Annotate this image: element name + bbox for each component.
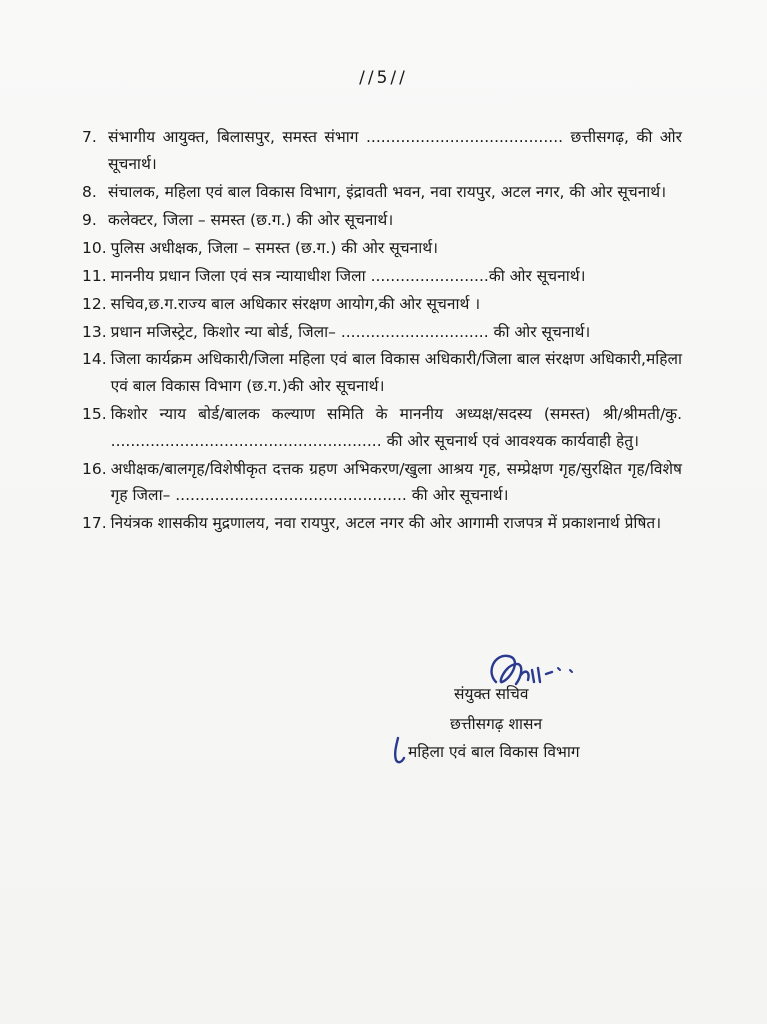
- signatory-title: संयुक्त सचिव: [454, 685, 529, 703]
- signature-block: [390, 640, 650, 780]
- item-text: जिला कार्यक्रम अधिकारी/जिला महिला एवं बाल विकास अधिकारी/जिला बाल संरक्षण अधिकारी,महिला एवं बाल विकास विभाग (छ.ग.)की ओर सूचनार्थ।: [110, 350, 682, 396]
- item-number: 11.: [82, 266, 107, 285]
- list-item: [82, 207, 682, 234]
- item-number: 8.: [82, 182, 97, 201]
- item-text: नियंत्रक शासकीय मुद्रणालय, नवा रायपुर, अटल नगर की ओर आगामी राजपत्र में प्रकाशनार्थ प्रेषित।: [110, 514, 662, 533]
- item-number: 12.: [82, 294, 107, 313]
- item-number: 13.: [82, 322, 107, 341]
- signatory-organization: छत्तीसगढ़ शासन: [450, 715, 543, 733]
- list-item: [82, 179, 682, 206]
- item-number: 7.: [82, 128, 97, 146]
- item-number: 9.: [82, 210, 97, 229]
- list-item: [82, 319, 682, 346]
- item-text: प्रधान मजिस्ट्रेट, किशोर न्या बोर्ड, जिला– .............................. की ओर सूचनार्थ।: [110, 322, 591, 341]
- list-item: [82, 291, 682, 318]
- item-number: 14.: [82, 350, 107, 369]
- item-number: 17.: [82, 514, 107, 533]
- signatory-department: महिला एवं बाल विकास विभाग: [408, 743, 580, 761]
- list-item: [82, 346, 682, 399]
- item-text: माननीय प्रधान जिला एवं सत्र न्यायाधीश जिला ........................की ओर सूचनार्थ।: [110, 266, 586, 285]
- item-text: कलेक्टर, जिला – समस्त (छ.ग.) की ओर सूचनार्थ।: [108, 210, 394, 229]
- item-text: पुलिस अधीक्षक, जिला – समस्त (छ.ग.) की ओर सूचनार्थ।: [110, 238, 438, 257]
- item-text: किशोर न्याय बोर्ड/बालक कल्याण समिति के माननीय अध्यक्ष/सदस्य (समस्त) श्री/श्रीमती/कु. ....................................................... की ओर सूचनार्थ एवं आवश्यक कार्यवाही हेतु।: [110, 405, 682, 450]
- list-item: [82, 235, 682, 262]
- item-number: 16.: [82, 459, 107, 478]
- item-text: संचालक, महिला एवं बाल विकास विभाग, इंद्रावती भवन, नवा रायपुर, अटल नगर, की ओर सूचनार्थ।: [108, 182, 667, 201]
- list-item: [82, 456, 682, 509]
- item-text: संभागीय आयुक्त, बिलासपुर, समस्त संभाग ........................................ छत्तीसगढ़, की ओर सूचनार्थ।: [108, 128, 682, 173]
- distribution-list: [82, 124, 682, 538]
- list-item: [82, 263, 682, 290]
- item-text: अधीक्षक/बालगृह/विशेषीकृत दत्तक ग्रहण अभिकरण/खुला आश्रय गृह, सम्प्रेक्षण गृह/सुरक्षित गृह/विशेष गृह जिला– ............................................... की ओर सूचनार्थ।: [110, 459, 682, 505]
- page-number: //5//: [359, 68, 408, 88]
- item-number: 15.: [82, 405, 107, 424]
- list-item: [82, 510, 682, 537]
- list-item: [82, 124, 682, 177]
- item-text: सचिव,छ.ग.राज्य बाल अधिकार संरक्षण आयोग,की ओर सूचनार्थ ।: [110, 294, 481, 313]
- item-number: 10.: [82, 238, 107, 257]
- list-item: [82, 401, 682, 454]
- pen-tick-mark: [390, 736, 408, 766]
